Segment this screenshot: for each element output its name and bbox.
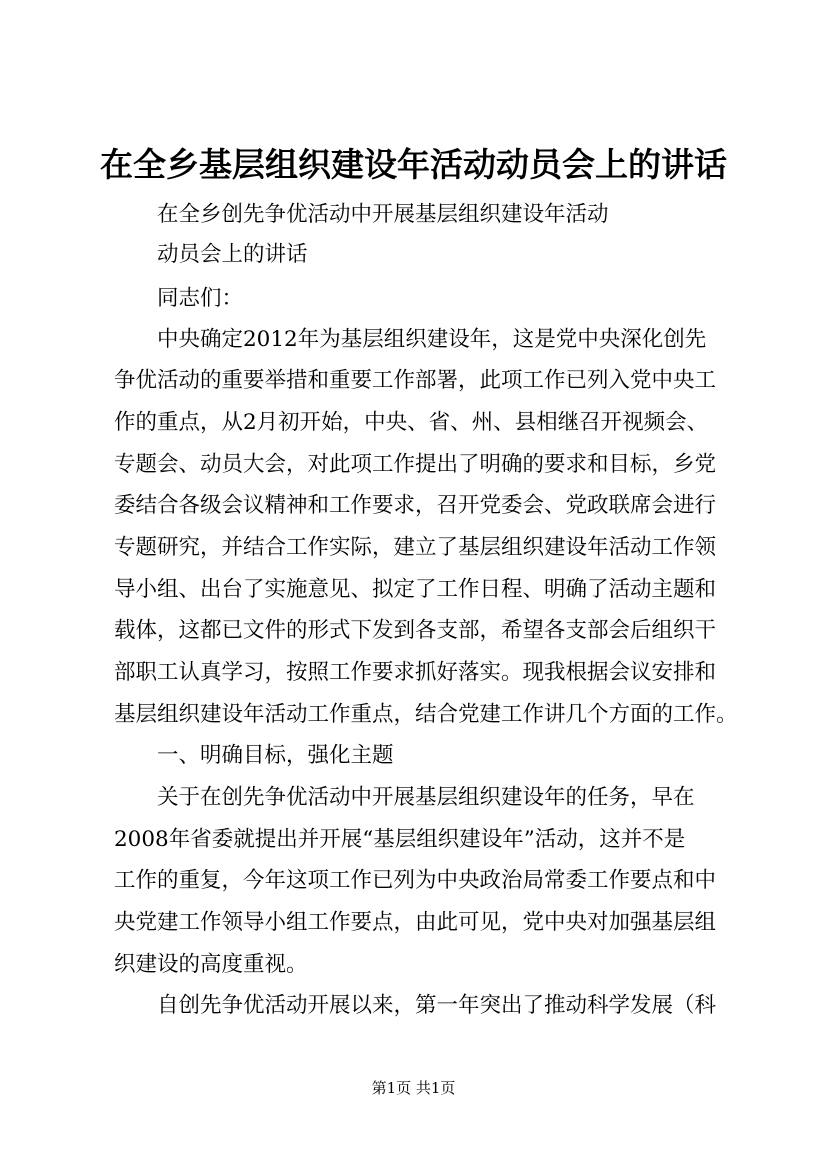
body-line: 专题研究，并结合工作实际，建立了基层组织建设年活动工作领 [114,535,717,560]
body-line: 委结合各级会议精神和工作要求，召开党委会、党政联席会进行 [114,493,717,518]
body-line: 自创先争优活动开展以来，第一年突出了推动科学发展（科 [114,993,717,1018]
body-line: 央党建工作领导小组工作要点，由此可见，党中央对加强基层组 [114,910,717,935]
body-line: 动员会上的讲话 [114,242,308,267]
body-line: 2008年省委就提出并开展“基层组织建设年”活动，这并不是 [114,827,686,852]
page-number-footer: 第1页 共1页 [371,1079,456,1097]
body-line: 部职工认真学习，按照工作要求抓好落实。现我根据会议安排和 [114,660,717,685]
body-line: 作的重点，从2月初开始，中央、省、州、县相继召开视频会、 [114,410,709,435]
body-line: 关于在创先争优活动中开展基层组织建设年的任务，早在 [114,785,695,810]
body-line: 工作的重复，今年这项工作已列为中央政治局常委工作要点和中 [114,868,717,893]
body-line: 在全乡创先争优活动中开展基层组织建设年活动 [114,202,609,227]
body-line: 专题会、动员大会，对此项工作提出了明确的要求和目标，乡党 [114,452,717,477]
body-line: 基层组织建设年活动工作重点，结合党建工作讲几个方面的工作。 [114,702,738,727]
body-line: 导小组、出台了实施意见、拟定了工作日程、明确了活动主题和 [114,577,717,602]
body-line: 织建设的高度重视。 [114,952,308,977]
section-heading: 一、明确目标，强化主题 [114,743,394,768]
body-line: 同志们： [114,286,244,311]
body-line: 中央确定2012年为基层组织建设年，这是党中央深化创先 [114,327,707,352]
body-line: 载体，这都已文件的形式下发到各支部，希望各支部会后组织干 [114,618,717,643]
body-line: 争优活动的重要举措和重要工作部署，此项工作已列入党中央工 [114,368,717,393]
document-title: 在全乡基层组织建设年活动动员会上的讲话 [100,145,727,184]
